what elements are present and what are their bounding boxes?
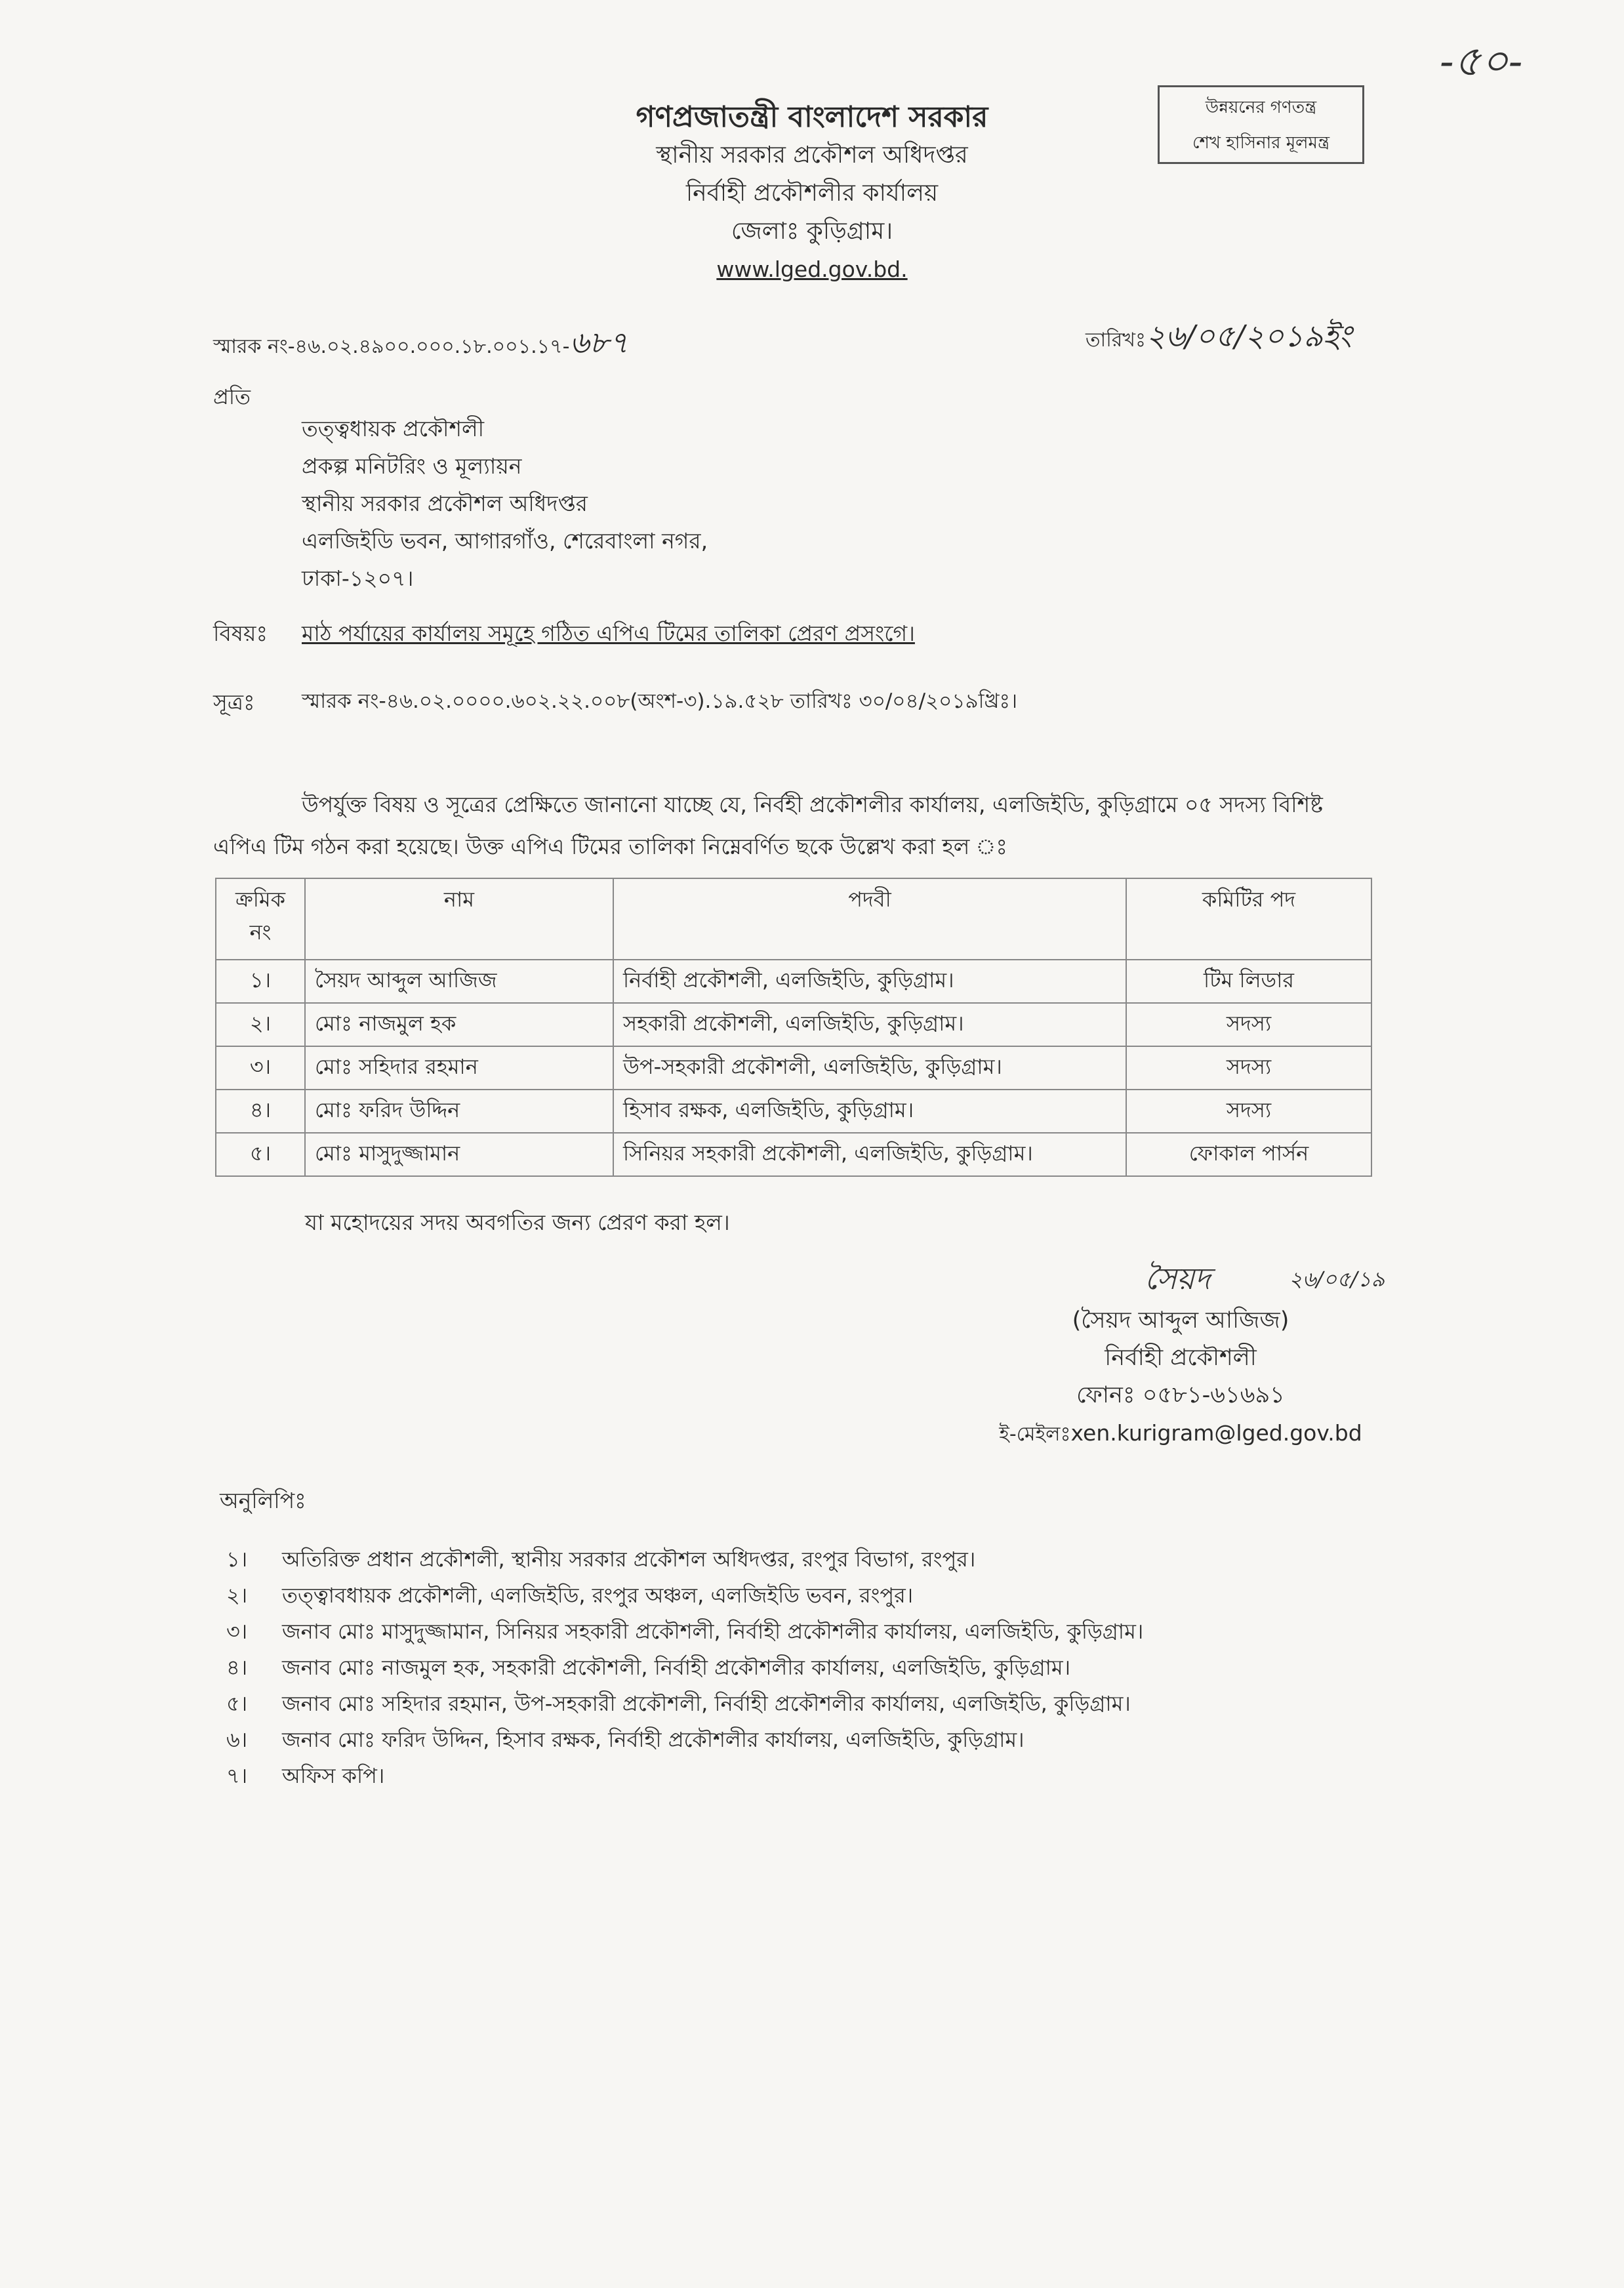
- slogan-box: [1158, 85, 1364, 164]
- table-cell-designation: উপ-সহকারী প্রকৌশলী, এলজিইডি, কুড়িগ্রাম।: [613, 1046, 1126, 1090]
- list-item: [226, 1722, 1143, 1758]
- table-cell-position: টিম লিডার: [1126, 960, 1371, 1003]
- table-row: [216, 1090, 1371, 1133]
- list-item-text: জনাব মোঃ মাসুদুজ্জামান, সিনিয়র সহকারী প্রকৌশলী, নির্বাহী প্রকৌশলীর কার্যালয়, এলজিইডি, কুড়িগ্রাম।: [282, 1619, 1144, 1644]
- table-cell-name: সৈয়দ আব্দুল আজিজ: [305, 960, 613, 1003]
- list-item: [226, 1758, 1143, 1794]
- table-cell-serial: ২।: [216, 1003, 305, 1046]
- slogan-line-1: উন্নয়নের গণতন্ত্র: [1205, 98, 1317, 117]
- list-item-number: ৬।: [226, 1727, 248, 1752]
- table-cell-designation: সিনিয়র সহকারী প্রকৌশলী, এলজিইডি, কুড়িগ্রাম।: [613, 1133, 1126, 1176]
- table-cell-name: মোঃ ফরিদ উদ্দিন: [305, 1090, 613, 1133]
- table-cell-position: সদস্য: [1126, 1046, 1371, 1090]
- letterhead-website-link[interactable]: www.lged.gov.bd.: [716, 256, 908, 282]
- signatory-name: (সৈয়দ আব্দুল আজিজ): [1072, 1307, 1289, 1334]
- table-header-committee-position: কমিটির পদ: [1126, 878, 1371, 960]
- recipient-label: প্রতি: [213, 384, 251, 409]
- table-cell-designation: নির্বাহী প্রকৌশলী, এলজিইডি, কুড়িগ্রাম।: [613, 960, 1126, 1003]
- list-item-text: জনাব মোঃ নাজমুল হক, সহকারী প্রকৌশলী, নির্বাহী প্রকৌশলীর কার্যালয়, এলজিইডি, কুড়িগ্রাম।: [282, 1655, 1071, 1680]
- table-cell-name: মোঃ মাসুদুজ্জামান: [305, 1133, 613, 1176]
- recipient-line: তত্ত্বধায়ক প্রকৌশলী: [302, 416, 485, 441]
- table-cell-designation: হিসাব রক্ষক, এলজিইডি, কুড়িগ্রাম।: [613, 1090, 1126, 1133]
- table-header-designation: পদবী: [613, 878, 1126, 960]
- table-cell-serial: ৫।: [216, 1133, 305, 1176]
- list-item: [226, 1578, 1143, 1614]
- signature-block: [984, 1302, 1377, 1453]
- table-cell-position: সদস্য: [1126, 1003, 1371, 1046]
- recipient-line: ঢাকা-১২০৭।: [302, 565, 414, 591]
- table-cell-name: মোঃ সহিদার রহমান: [305, 1046, 613, 1090]
- table-row: [216, 1046, 1371, 1090]
- memo-number: [213, 320, 628, 370]
- table-cell-name: মোঃ নাজমুল হক: [305, 1003, 613, 1046]
- email-link[interactable]: xen.kurigram@lged.gov.bd: [1070, 1420, 1362, 1446]
- reference-label: সূত্রঃ: [213, 689, 255, 715]
- closing-line: যা মহোদয়ের সদয় অবগতির জন্য প্রেরণ করা হল।: [305, 1210, 730, 1235]
- recipient-line: প্রকল্প মনিটরিং ও মূল্যায়ন: [302, 453, 522, 479]
- list-item: [226, 1614, 1143, 1650]
- body-paragraph-text: উপর্যুক্ত বিষয় ও সূত্রের প্রেক্ষিতে জানানো যাচ্ছে যে, নির্বহী প্রকৌশলীর কার্যালয়, এলজিইডি, কুড়িগ্রামে ০৫ সদস্য বিশিষ্ট এপিএ টিম গঠন করা হয়েছে। উক্ত এপিএ টিমের তালিকা নিম্নেবর্ণিত ছকে উল্লেখ করা হল ঃ: [213, 792, 1323, 859]
- recipient-line: এলজিইডি ভবন, আগারগাঁও, শেরেবাংলা নগর,: [302, 528, 708, 554]
- letter-date: [1086, 314, 1352, 363]
- table-cell-serial: ১।: [216, 960, 305, 1003]
- list-item-number: ২।: [226, 1583, 248, 1608]
- cc-list: [226, 1542, 1143, 1794]
- list-item-number: ৭।: [226, 1763, 248, 1788]
- signatory-email-line: [984, 1414, 1377, 1453]
- team-table: [215, 878, 1372, 1177]
- list-item: [226, 1542, 1143, 1578]
- list-item-text: জনাব মোঃ ফরিদ উদ্দিন, হিসাব রক্ষক, নির্বাহী প্রকৌশলীর কার্যালয়, এলজিইডি, কুড়িগ্রাম।: [282, 1727, 1025, 1752]
- list-item-text: অতিরিক্ত প্রধান প্রকৌশলী, স্থানীয় সরকার প্রকৌশল অধিদপ্তর, রংপুর বিভাগ, রংপুর।: [282, 1547, 976, 1572]
- list-item: [226, 1686, 1143, 1722]
- list-item-number: ৩।: [226, 1619, 248, 1644]
- list-item-number: ১।: [226, 1547, 248, 1572]
- signatory-designation: নির্বাহী প্রকৌশলী: [1105, 1345, 1257, 1371]
- reference-text: স্মারক নং-৪৬.০২.০০০০.৬০২.২২.০০৮(অংশ-৩).১৯.৫২৮ তারিখঃ ৩০/০৪/২০১৯খ্রিঃ।: [302, 689, 1018, 713]
- table-header-serial: ক্রমিক নং: [216, 878, 305, 960]
- list-item-text: জনাব মোঃ সহিদার রহমান, উপ-সহকারী প্রকৌশলী, নির্বাহী প্রকৌশলীর কার্যালয়, এলজিইডি, কুড়িগ্রাম।: [282, 1691, 1131, 1716]
- table-cell-serial: ৩।: [216, 1046, 305, 1090]
- letterhead-office: নির্বাহী প্রকৌশলীর কার্যালয়: [685, 180, 939, 207]
- memo-label: স্মারক নং-৪৬.০২.৪৯০০.০০০.১৮.০০১.১৭-: [213, 335, 570, 358]
- table-header-row: [216, 878, 1371, 960]
- signatory-phone: ফোনঃ ০৫৮১-৬১৬৯১: [1076, 1382, 1285, 1408]
- table-header-name: নাম: [305, 878, 613, 960]
- list-item: [226, 1650, 1143, 1686]
- recipient-line: স্থানীয় সরকার প্রকৌশল অধিদপ্তর: [302, 491, 588, 516]
- list-item-text: তত্ত্বাবধায়ক প্রকৌশলী, এলজিইডি, রংপুর অঞ্চল, এলজিইডি ভবন, রংপুর।: [282, 1583, 914, 1608]
- letterhead-department: স্থানীয় সরকার প্রকৌশল অধিদপ্তর: [656, 142, 968, 169]
- subject-label: বিষয়ঃ: [213, 621, 268, 646]
- table-cell-position: ফোকাল পার্সন: [1126, 1133, 1371, 1176]
- table-row: [216, 1003, 1371, 1046]
- date-label: তারিখঃ: [1086, 329, 1146, 352]
- cc-label: অনুলিপিঃ: [220, 1488, 306, 1513]
- subject-text: মাঠ পর্যায়ের কার্যালয় সমূহে গঠিত এপিএ টিমের তালিকা প্রেরণ প্রসংগে।: [302, 621, 915, 646]
- list-item-number: ৪।: [226, 1655, 248, 1680]
- email-label: ই-মেইলঃ: [999, 1423, 1071, 1446]
- recipient-address: [302, 410, 708, 597]
- letterhead: [0, 98, 1624, 289]
- slogan-line-2: শেখ হাসিনার মূলমন্ত্র: [1192, 133, 1330, 153]
- signature-scribble: সৈয়দ: [1145, 1261, 1211, 1296]
- letterhead-government: গণপ্রজাতন্ত্রী বাংলাদেশ সরকার: [636, 100, 988, 134]
- table-row: [216, 1133, 1371, 1176]
- list-item-text: অফিস কপি।: [282, 1763, 385, 1788]
- table-cell-serial: ৪।: [216, 1090, 305, 1133]
- signature-date: ২৬/০৫/১৯: [1289, 1267, 1385, 1292]
- page-number: -৫০-: [1440, 37, 1523, 86]
- memo-handwritten-number: ৬৮৭: [569, 325, 629, 360]
- table-cell-position: সদস্য: [1126, 1090, 1371, 1133]
- letterhead-district: জেলাঃ কুড়িগ্রাম।: [731, 218, 893, 245]
- date-handwritten: ২৬/০৫/২০১৯ইং: [1146, 318, 1352, 354]
- table-row: [216, 960, 1371, 1003]
- table-cell-designation: সহকারী প্রকৌশলী, এলজিইডি, কুড়িগ্রাম।: [613, 1003, 1126, 1046]
- body-paragraph: [213, 784, 1381, 868]
- list-item-number: ৫।: [226, 1691, 248, 1716]
